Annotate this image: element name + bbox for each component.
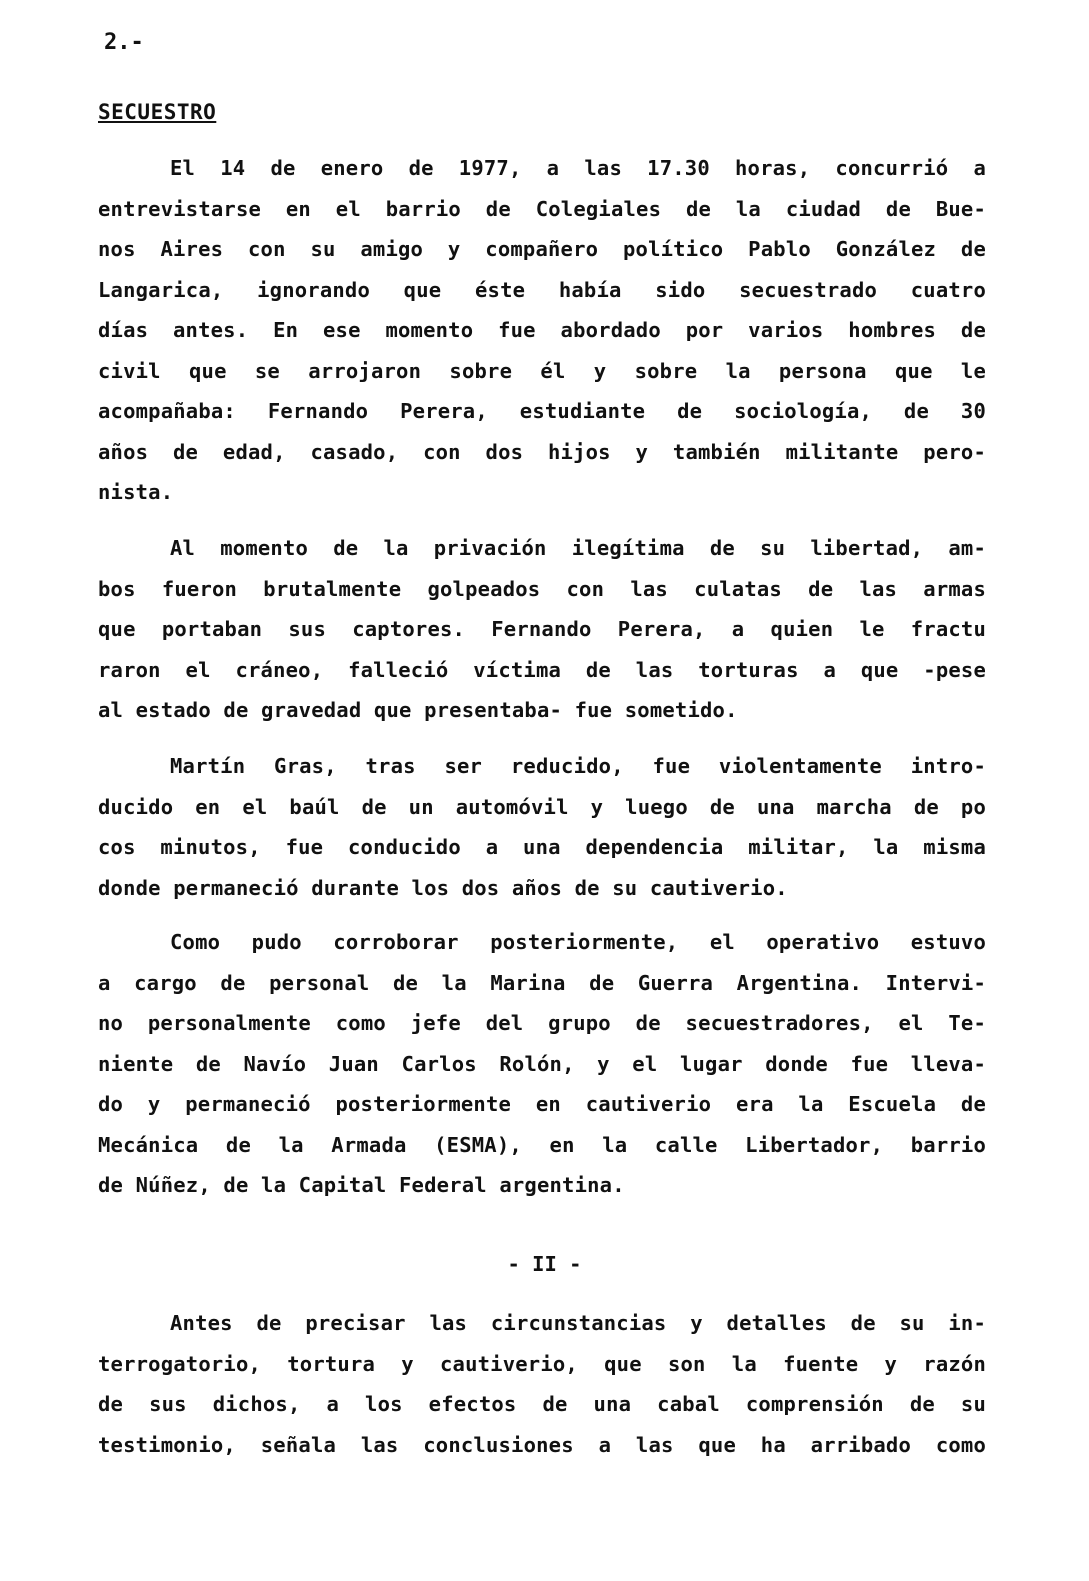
section-heading: SECUESTRO bbox=[98, 100, 217, 124]
page-number: 2.- bbox=[104, 30, 144, 55]
text-line: Langarica, ignorando que éste había sido secuestrado cuatro bbox=[98, 277, 986, 302]
text-line: bos fueron brutalmente golpeados con las culatas de las armas bbox=[98, 576, 986, 601]
text-line: años de edad, casado, con dos hijos y también militante pero- bbox=[98, 439, 986, 464]
text-line: testimonio, señala las conclusiones a las que ha arribado como bbox=[98, 1432, 986, 1457]
text-line: nista. bbox=[98, 480, 174, 504]
text-line: de sus dichos, a los efectos de una cabal comprensión de su bbox=[98, 1392, 986, 1416]
text-line: Mecánica de la Armada (ESMA), en la calle Libertador, barrio bbox=[98, 1132, 986, 1157]
paragraph-1 bbox=[98, 148, 986, 513]
text-line: Antes de precisar las circunstancias y detalles de su in- bbox=[170, 1311, 986, 1335]
paragraph-3 bbox=[98, 746, 986, 908]
text-line: que portaban sus captores. Fernando Perera, a quien le fractu bbox=[98, 617, 986, 641]
text-line: civil que se arrojaron sobre él y sobre la persona que le bbox=[98, 358, 986, 383]
text-line: días antes. En ese momento fue abordado por varios hombres de bbox=[98, 318, 986, 342]
text-line: al estado de gravedad que presentaba- fue sometido. bbox=[98, 698, 738, 722]
text-line: raron el cráneo, falleció víctima de las torturas a que -pese bbox=[98, 657, 986, 682]
paragraph-5 bbox=[98, 1303, 986, 1465]
text-line: de Núñez, de la Capital Federal argentina. bbox=[98, 1173, 625, 1197]
text-line: Al momento de la privación ilegítima de su libertad, am- bbox=[170, 536, 986, 560]
text-line: donde permaneció durante los dos años de su cautiverio. bbox=[98, 875, 788, 900]
text-line: nos Aires con su amigo y compañero político Pablo González de bbox=[98, 237, 986, 261]
text-line: ducido en el baúl de un automóvil y luego de una marcha de po bbox=[98, 794, 986, 819]
paragraph-4 bbox=[98, 922, 986, 1206]
text-line: terrogatorio, tortura y cautiverio, que son la fuente y razón bbox=[98, 1351, 986, 1376]
text-line: El 14 de enero de 1977, a las 17.30 horas, concurrió a bbox=[170, 156, 986, 180]
paragraph-2 bbox=[98, 528, 986, 731]
text-line: cos minutos, fue conducido a una dependencia militar, la misma bbox=[98, 835, 986, 859]
text-line: a cargo de personal de la Marina de Guerra Argentina. Intervi- bbox=[98, 970, 986, 995]
text-line: do y permaneció posteriormente en cautiverio era la Escuela de bbox=[98, 1092, 986, 1116]
text-line: entrevistarse en el barrio de Colegiales de la ciudad de Bue- bbox=[98, 196, 986, 221]
text-line: Martín Gras, tras ser reducido, fue violentamente intro- bbox=[170, 754, 986, 778]
text-line: Como pudo corroborar posteriormente, el operativo estuvo bbox=[170, 930, 986, 954]
section-divider: - II - bbox=[507, 1252, 582, 1276]
text-line: acompañaba: Fernando Perera, estudiante de sociología, de 30 bbox=[98, 399, 986, 423]
text-line: no personalmente como jefe del grupo de secuestradores, el Te- bbox=[98, 1011, 986, 1035]
text-line: niente de Navío Juan Carlos Rolón, y el lugar donde fue lleva- bbox=[98, 1051, 986, 1076]
